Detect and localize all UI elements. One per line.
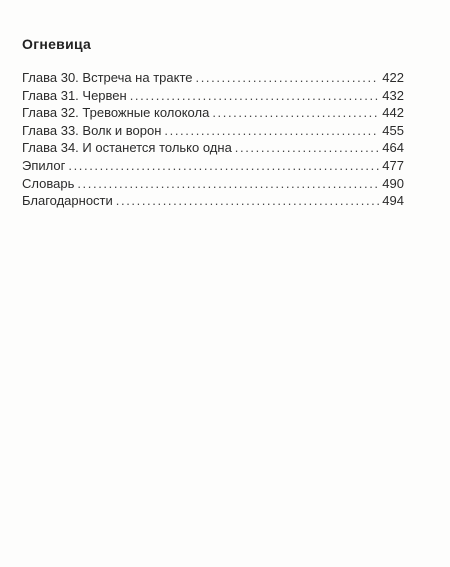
table-of-contents [22, 70, 404, 211]
toc-leader-dots [77, 176, 379, 191]
toc-entry-title: Глава 33. Волк и ворон [22, 122, 162, 138]
toc-entry-title: Глава 31. Червен [22, 87, 127, 103]
toc-entry [22, 70, 404, 88]
toc-leader-dots [212, 105, 379, 120]
toc-leader-dots [116, 193, 379, 208]
toc-entry [22, 88, 404, 106]
toc-entry-page: 494 [382, 193, 404, 209]
toc-entry-page: 422 [382, 70, 404, 85]
toc-entry-page: 477 [382, 157, 404, 173]
toc-entry-title: Словарь [22, 175, 75, 191]
toc-entry-title: Благодарности [22, 193, 113, 209]
toc-entry-page: 455 [382, 122, 404, 138]
toc-leader-dots [196, 70, 380, 85]
toc-entry [22, 193, 404, 211]
toc-entry [22, 105, 404, 123]
toc-leader-dots [235, 140, 379, 155]
toc-entry-page: 442 [382, 105, 404, 121]
toc-entry [22, 123, 404, 141]
toc-entry [22, 140, 404, 158]
toc-leader-dots [130, 88, 379, 103]
toc-entry-page: 432 [382, 87, 404, 103]
toc-entry [22, 176, 404, 194]
toc-entry-title: Глава 32. Тревожные колокола [22, 105, 210, 121]
toc-entry-page: 464 [382, 140, 404, 156]
toc-leader-dots [68, 158, 379, 173]
toc-entry-title: Эпилог [22, 157, 66, 173]
running-head: Огневица [22, 36, 92, 52]
toc-entry [22, 158, 404, 176]
toc-entry-title: Глава 30. Встреча на тракте [22, 70, 193, 85]
toc-leader-dots [164, 123, 379, 138]
toc-entry-title: Глава 34. И останется только одна [22, 140, 232, 156]
toc-entry-page: 490 [382, 175, 404, 191]
